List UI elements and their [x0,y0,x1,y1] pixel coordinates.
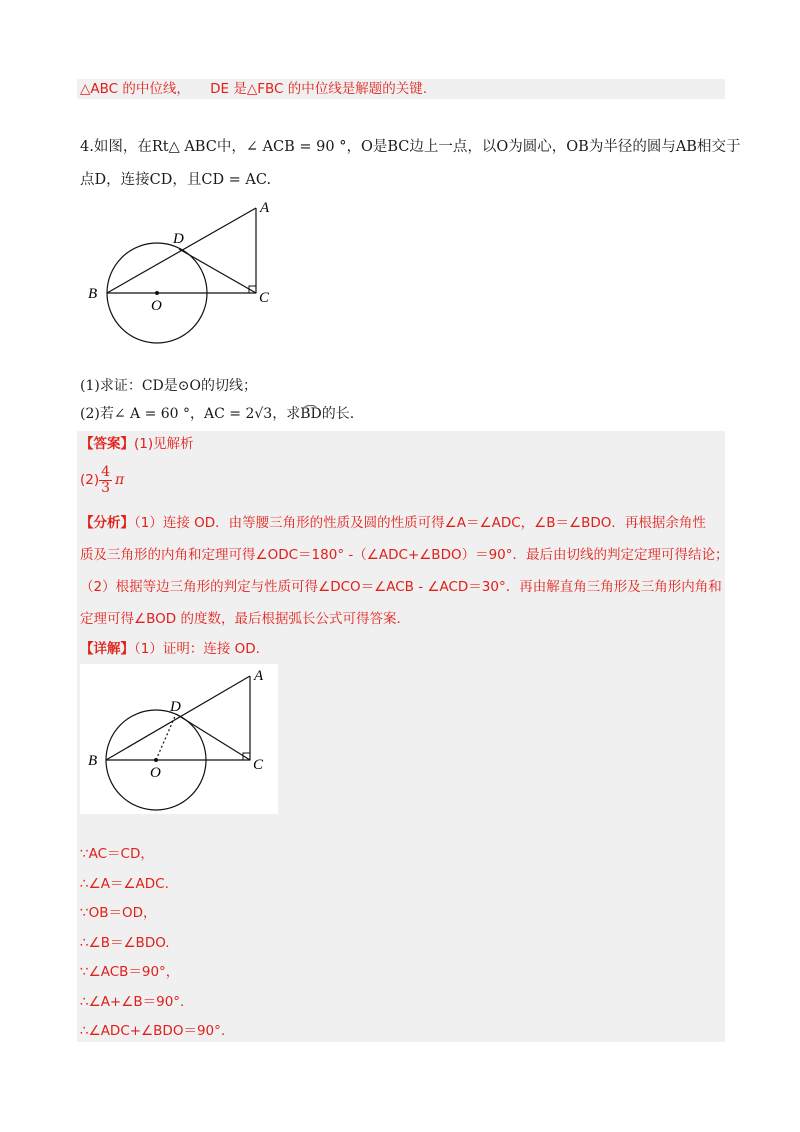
proof-step: ∵OB＝OD， [80,905,157,921]
label-a: A [260,200,270,216]
proof-step: ∴∠ADC+∠BDO＝90°. [80,1023,226,1039]
detail-intro-line [80,639,260,659]
top-note [77,79,725,99]
label-d: D [173,231,184,247]
detail-intro: （1）证明：连接 OD. [134,641,260,657]
problem-line-2: 点D，连接CD，且CD = AC. [80,172,272,188]
analysis-label: 【分析】 [80,515,134,531]
problem-line-1: 4.如图，在Rt△ ABC中，∠ ACB = 90 °，O是BC边上一点，以O为圆心，OB为半径的圆与AB相交于 [80,139,741,155]
answer-pi: π [115,472,125,488]
analysis-line-3: （2）根据等边三角形的判定与性质可得∠DCO＝∠ACB - ∠ACD＝30°．再由解直角三角形及三角形内角和 [80,579,722,595]
proof-step: ∴∠B＝∠BDO. [80,935,170,951]
label-c-2: C [253,757,264,773]
label-o-2: O [150,765,161,781]
question-2: (2)若∠ A = 60 °，AC = 2√3，求B͡D的长. [80,406,355,422]
fraction-numerator: 4 [101,463,111,480]
answer-part1: (1)见解析 [134,436,194,452]
proof-step: ∵∠ACB＝90°， [80,964,180,980]
label-b-2: B [88,753,98,769]
proof-step: ∴∠A+∠B＝90°. [80,994,185,1010]
analysis-line-4: 定理可得∠BOD 的度数，最后根据弧长公式可得答案． [80,611,410,627]
question-1: (1)求证：CD是⊙O的切线； [80,378,257,394]
answer-part2-prefix: (2) [80,472,100,488]
label-o: O [151,298,162,314]
analysis-line-2: 质及三角形的内角和定理可得∠ODC＝180° -（∠ADC+∠BDO）＝90°．最后由切线的判定定理可得结论； [80,547,729,563]
point-o [155,291,159,295]
segment-cd [179,249,256,293]
proof-step: ∵AC＝CD， [80,846,154,862]
segment-ab-2 [106,676,250,760]
label-a-2: A [254,668,264,684]
answer-line-1 [80,434,194,454]
segment-cd-2 [176,714,250,760]
proof-step: ∴∠A＝∠ADC. [80,876,169,892]
answer-label: 【答案】 [80,436,134,452]
analysis-text-1: （1）连接 OD．由等腰三角形的性质及圆的性质可得∠A＝∠ADC，∠B＝∠BDO．再根据余角性 [134,515,706,531]
label-b: B [88,286,98,302]
analysis-line-1 [80,513,706,533]
label-d-2: D [170,699,181,715]
answer-line-2 [80,460,124,500]
solution-figure [80,664,278,814]
problem-figure [80,196,290,346]
answer-fraction [99,465,112,496]
detail-label: 【详解】 [80,641,134,657]
top-note-part1: △ABC 的中位线， [80,81,190,97]
point-o-2 [154,758,158,762]
label-c: C [259,290,270,306]
top-note-part2: DE 是△FBC 的中位线是解题的关键. [210,81,428,97]
fraction-denominator: 3 [101,479,111,496]
